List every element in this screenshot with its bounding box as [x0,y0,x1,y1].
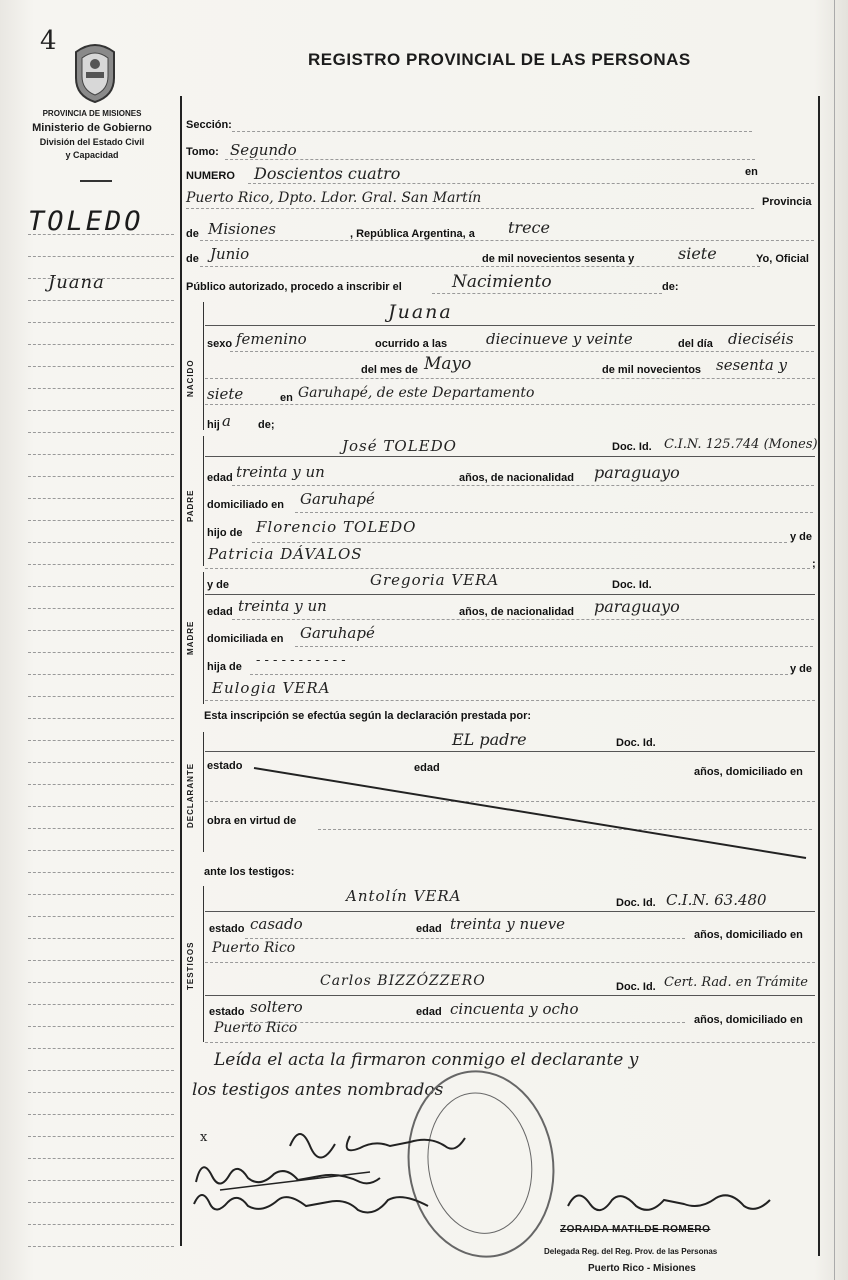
padre-edad-label: edad [207,472,233,484]
margin-ruled-line [28,696,174,697]
margin-ruled-line [28,982,174,983]
mes-nac-line [205,378,815,379]
nombre-value: Juana [388,301,453,323]
padre-nombre-value: José TOLEDO [342,437,457,455]
margin-ruled-line [28,1224,174,1225]
page-title: REGISTRO PROVINCIAL DE LAS PERSONAS [308,50,691,69]
anio-cont-value: siete [207,385,244,403]
margin-ruled-line [28,872,174,873]
tomo-label: Tomo: [186,146,219,158]
testigo1-estado-line [245,938,685,939]
margin-ruled-line [28,1092,174,1093]
dia-value: dieciséis [728,330,794,348]
signature-carlos-bizzozzero [188,1180,438,1224]
de-semi-label: de; [258,419,275,431]
tomo-value: Segundo [230,141,297,159]
margin-ruled-line [28,740,174,741]
testigo2-estado-label: estado [209,1006,245,1018]
madre-nombre-value: Gregoria VERA [370,571,500,589]
margin-ruled-line [28,762,174,763]
header-division: División del Estado Civil [39,137,145,147]
madre-hija-label: hija de [207,661,242,673]
mes-registro-value: Junio [210,245,250,263]
madre-bracket [203,572,204,704]
sexo-line [230,351,814,352]
margin-ruled-line [28,520,174,521]
del-mes-label: del mes de [361,364,418,376]
officer-name: ZORAIDA MATILDE ROMERO [560,1224,711,1235]
madre-doc-label: Doc. Id. [612,579,652,591]
margin-ruled-line [28,388,174,389]
testigo2-nombre-line [205,995,815,996]
main-border-right [818,96,820,1256]
margin-ruled-line [28,652,174,653]
margin-ruled-line [28,1048,174,1049]
closing-line-1: Leída el acta la firmaron conmigo el declarante y [214,1050,639,1070]
tomo-line [225,159,755,160]
main-border-left [180,96,182,1246]
x-mark: x [200,1130,208,1145]
closing-line-2: los testigos antes nombrados [192,1080,444,1100]
testigo2-estado-value: soltero [250,998,303,1016]
margin-surname: TOLEDO [28,206,144,237]
padre-madre-value: Patricia DÁVALOS [208,545,363,563]
lugar-line [186,208,754,209]
acto-line [432,293,662,294]
testigo2-dom-value: Puerto Rico [214,1020,298,1036]
anio-value: sesenta y [716,356,788,374]
numero-label: NUMERO [186,170,235,182]
padre-hijo-line [252,542,787,543]
numero-line [248,183,814,184]
padre-nac-value: paraguayo [594,463,680,482]
declarante-anos-label: años, domiciliado en [694,766,803,778]
hora-value: diecinueve y veinte [486,330,633,348]
margin-ruled-line [28,850,174,851]
page-edge [834,0,835,1280]
provincia-line [200,240,814,241]
de-label: de [186,228,199,240]
madre-hija-de-value: - - - - - - - - - - - [256,653,346,668]
margin-ruled-line [28,674,174,675]
padre-dom-value: Garuhapé [300,490,375,508]
margin-ruled-line [28,608,174,609]
testigos-bracket [203,886,204,1042]
nacido-bracket [203,302,204,430]
margin-ruled-line [28,1026,174,1027]
madre-tag: MADRE [186,620,195,655]
padre-edad-value: treinta y un [236,463,325,481]
padre-anos-label: años, de nacionalidad [459,472,574,484]
testigo1-estado-label: estado [209,923,245,935]
ante-testigos-label: ante los testigos: [204,866,295,878]
madre-nombre-line [205,594,815,595]
lugar-value: Puerto Rico, Dpto. Ldor. Gral. San Martín [186,190,482,206]
header-province: PROVINCIA DE MISIONES [42,109,142,118]
padre-hijo-de-value: Florencio TOLEDO [256,518,417,536]
madre-edad-line [232,619,814,620]
testigo2-nombre-value: Carlos BIZZÓZZERO [320,973,486,989]
margin-ruled-line [28,344,174,345]
padre-edad-line [232,485,814,486]
madre-hija-line [250,674,788,675]
madre-madre-value: Eulogia VERA [212,679,331,697]
officer-place: Puerto Rico - Misiones [588,1263,696,1274]
margin-ruled-line [28,256,174,257]
padre-madre-line [205,568,810,569]
padre-y-de-label: y de [790,531,813,543]
margin-ruled-line [28,1202,174,1203]
republica-label: , República Argentina, a [350,228,475,240]
del-dia-label: del día [678,338,713,350]
numero-value: Doscientos cuatro [254,164,401,183]
margin-ruled-line [28,938,174,939]
testigo2-anos-label: años, domiciliado en [694,1014,803,1026]
margin-ruled-line [28,476,174,477]
page-number: 4 [40,26,57,56]
madre-dom-line [295,646,813,647]
publico-label: Público autorizado, procedo a inscribir el [186,281,402,293]
margin-ruled-line [28,410,174,411]
padre-bracket [203,436,204,566]
lugar-nac-value: Garuhapé, de este Departamento [298,385,535,401]
testigo2-doc-label: Doc. Id. [616,981,656,993]
sexo-value: femenino [236,330,307,348]
margin-ruled-line [28,542,174,543]
testigo1-doc-label: Doc. Id. [616,897,656,909]
margin-ruled-line [28,806,174,807]
madre-y-de-label: y de [207,579,230,591]
dia-registro-value: trece [508,218,550,237]
testigo1-doc-value: C.I.N. 63.480 [666,891,767,909]
margin-ruled-line [28,916,174,917]
coat-of-arms-icon [66,38,124,104]
de-colon-label: de: [662,281,679,293]
margin-ruled-line [28,234,174,235]
testigo2-edad-value: cincuenta y ocho [450,1000,579,1018]
declarante-bracket [203,732,204,852]
padre-dom-line [295,512,813,513]
seccion-label: Sección: [186,119,232,131]
testigo1-anos-label: años, domiciliado en [694,929,803,941]
seccion-line [232,131,752,132]
declarante-tag: DECLARANTE [186,762,195,828]
testigo1-dom-line [205,962,815,963]
padre-tag: PADRE [186,489,195,522]
en-label: en [745,166,758,178]
madre-y-de2-label: y de [790,663,813,675]
margin-ruled-line [28,630,174,631]
margin-ruled-line [28,1114,174,1115]
margin-ruled-line [28,784,174,785]
padre-doc-value: C.I.N. 125.744 (Mones) [664,437,818,452]
mes-value: Mayo [424,354,472,374]
margin-ruled-line [28,1136,174,1137]
ocurrido-label: ocurrido a las [375,338,448,350]
margin-ruled-line [28,432,174,433]
lugar-nac-line [205,404,815,405]
hij-suffix-value: a [222,412,231,430]
declaracion-label: Esta inscripción se efectúa según la declaración prestada por: [204,710,532,722]
margin-ruled-line [28,828,174,829]
madre-madre-line [205,700,815,701]
de2-label: de [186,253,199,265]
signature-zoraida-romero [560,1180,780,1224]
madre-dom-value: Garuhapé [300,624,375,642]
testigo2-dom-line [205,1042,815,1043]
obra-label: obra en virtud de [207,815,297,827]
margin-ruled-line [28,454,174,455]
margin-given-name: Juana [48,272,105,293]
de-mil-nov-label: de mil novecientos [602,364,702,376]
de-mil-label: de mil novecientos sesenta y [482,253,635,265]
padre-semicolon: ; [812,558,816,570]
margin-ruled-line [28,1180,174,1181]
margin-ruled-line [28,322,174,323]
officer-title: Delegada Reg. del Reg. Prov. de las Personas [544,1247,718,1256]
nombre-line [205,325,815,326]
declarante-edad-label: edad [414,762,440,774]
testigo2-edad-label: edad [416,1006,442,1018]
margin-ruled-line [28,1004,174,1005]
padre-dom-label: domiciliado en [207,499,285,511]
anio-registro-value: siete [678,244,717,263]
hij-label: hij [207,419,220,431]
margin-ruled-line [28,960,174,961]
en-nac-label: en [280,392,293,404]
declarante-line [205,751,815,752]
declarante-value: EL padre [452,730,527,749]
header-capacity: y Capacidad [65,150,119,160]
declarante-doc-label: Doc. Id. [616,737,656,749]
testigo1-estado-value: casado [250,915,303,933]
padre-hijo-label: hijo de [207,527,243,539]
testigo1-nombre-line [205,911,815,912]
margin-ruled-line [28,300,174,301]
testigo2-doc-value: Cert. Rad. en Trámite [664,975,809,990]
nacido-tag: NACIDO [186,359,195,397]
testigo1-nombre-value: Antolín VERA [346,887,462,905]
margin-ruled-line [28,366,174,367]
testigo2-estado-line [245,1022,685,1023]
testigo1-dom-value: Puerto Rico [212,940,296,956]
declarante-estado-label: estado [207,760,243,772]
mes-line [200,266,760,267]
provincia-label: Provincia [762,196,812,208]
margin-ruled-line [28,498,174,499]
yo-oficial-label: Yo, Oficial [756,253,809,265]
madre-edad-value: treinta y un [238,597,327,615]
margin-ruled-line [28,894,174,895]
provincia-value: Misiones [208,220,276,238]
header-divider [80,180,112,182]
madre-anos-label: años, de nacionalidad [459,606,574,618]
testigo1-edad-value: treinta y nueve [450,915,566,933]
madre-nac-value: paraguayo [594,597,680,616]
sexo-label: sexo [207,338,233,350]
madre-dom-label: domiciliada en [207,633,284,645]
margin-ruled-line [28,278,174,279]
margin-ruled-line [28,1158,174,1159]
header-ministry: Ministerio de Gobierno [32,122,152,134]
margin-ruled-line [28,564,174,565]
testigo1-edad-label: edad [416,923,442,935]
margin-ruled-line [28,586,174,587]
margin-ruled-line [28,1070,174,1071]
margin-ruled-line [28,1246,174,1247]
cancel-stroke [250,764,810,862]
padre-doc-label: Doc. Id. [612,441,652,453]
margin-ruled-line [28,718,174,719]
madre-edad-label: edad [207,606,233,618]
padre-nombre-line [205,456,815,457]
testigos-tag: TESTIGOS [186,941,195,990]
acto-value: Nacimiento [452,272,552,292]
